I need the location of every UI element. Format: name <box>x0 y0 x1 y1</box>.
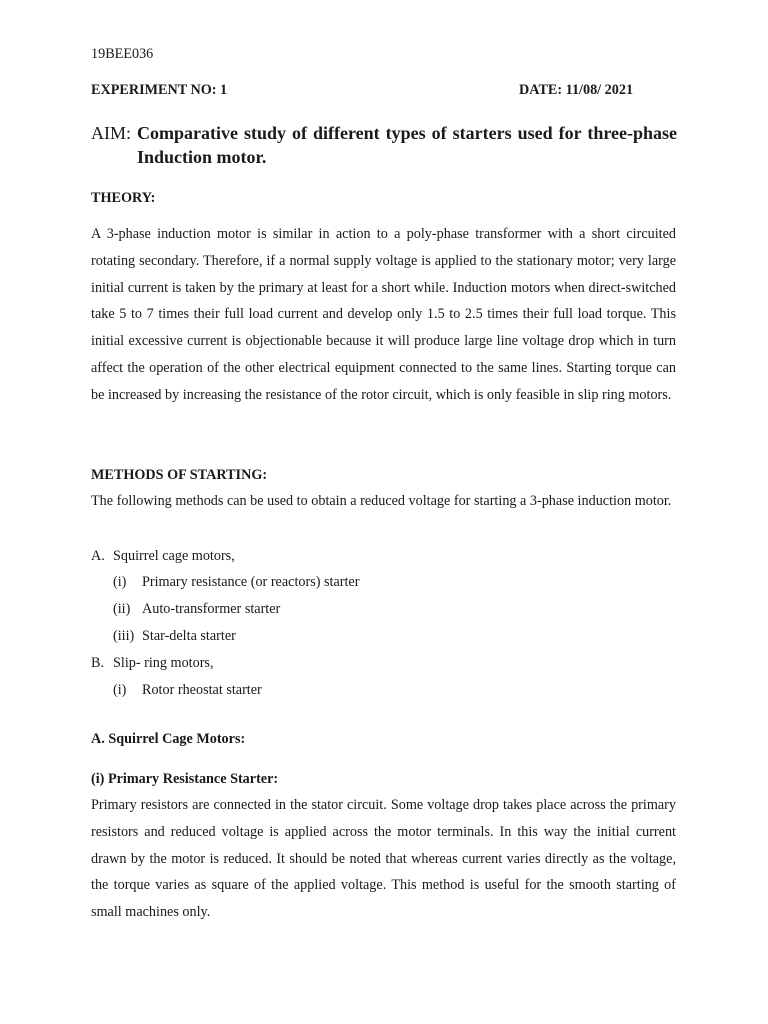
experiment-header-row <box>91 82 676 99</box>
experiment-number: EXPERIMENT NO: 1 <box>91 82 228 98</box>
aim-block <box>91 121 677 169</box>
squirrel-cage-heading: A. Squirrel Cage Motors: <box>91 731 246 747</box>
list-item-marker: (i) <box>113 682 127 698</box>
experiment-date: DATE: 11/08/ 2021 <box>519 82 634 98</box>
list-item-label: Star-delta starter <box>142 628 236 644</box>
list-item-label: Auto-transformer starter <box>142 601 281 617</box>
aim-label: AIM: <box>91 123 131 143</box>
methods-heading: METHODS OF STARTING: <box>91 467 268 483</box>
theory-paragraph: A 3-phase induction motor is similar in action to a poly-phase transformer with a short circuited rotating secondary. Therefore, if a normal supply voltage is applied to the stationary motor; very large initial current is taken by the primary at least for a short while. Induction motors when direct-switched take 5 to 7 times their full load current and develop only 1.5 to 2.5 times their full load torque. This initial excessive current is objectionable because it will produce large line voltage drop which in turn affect the operation of the other electrical equipment connected to the same lines. Starting torque can be increased by increasing the resistance of the rotor circuit, which is only feasible in slip ring motors. <box>91 226 676 403</box>
roll-number: 19BEE036 <box>91 46 154 62</box>
list-item-marker: (i) <box>113 574 127 590</box>
methods-intro: The following methods can be used to obtain a reduced voltage for starting a 3-phase induction motor. <box>91 493 672 509</box>
primary-resistance-paragraph: Primary resistors are connected in the stator circuit. Some voltage drop takes place across the primary resistors and reduced voltage is applied across the motor terminals. In this way the initial current drawn by the motor is reduced. It should be noted that whereas current varies directly as the voltage, the torque varies as square of the applied voltage. This method is useful for the smooth starting of small machines only. <box>91 797 676 921</box>
list-item-marker: (iii) <box>113 628 135 644</box>
list-item-label: Primary resistance (or reactors) starter <box>142 574 360 590</box>
list-item-label: Slip- ring motors, <box>113 655 214 671</box>
theory-heading: THEORY: <box>91 190 156 206</box>
aim-text: Comparative study of different types of starters used for three-phase Induction motor. <box>137 123 677 167</box>
list-item-marker: B. <box>91 655 105 671</box>
list-item-marker: A. <box>91 548 105 564</box>
primary-resistance-heading: (i) Primary Resistance Starter: <box>91 771 279 787</box>
list-item-marker: (ii) <box>113 601 131 617</box>
list-item-label: Squirrel cage motors, <box>113 548 235 564</box>
list-item-label: Rotor rheostat starter <box>142 682 262 698</box>
